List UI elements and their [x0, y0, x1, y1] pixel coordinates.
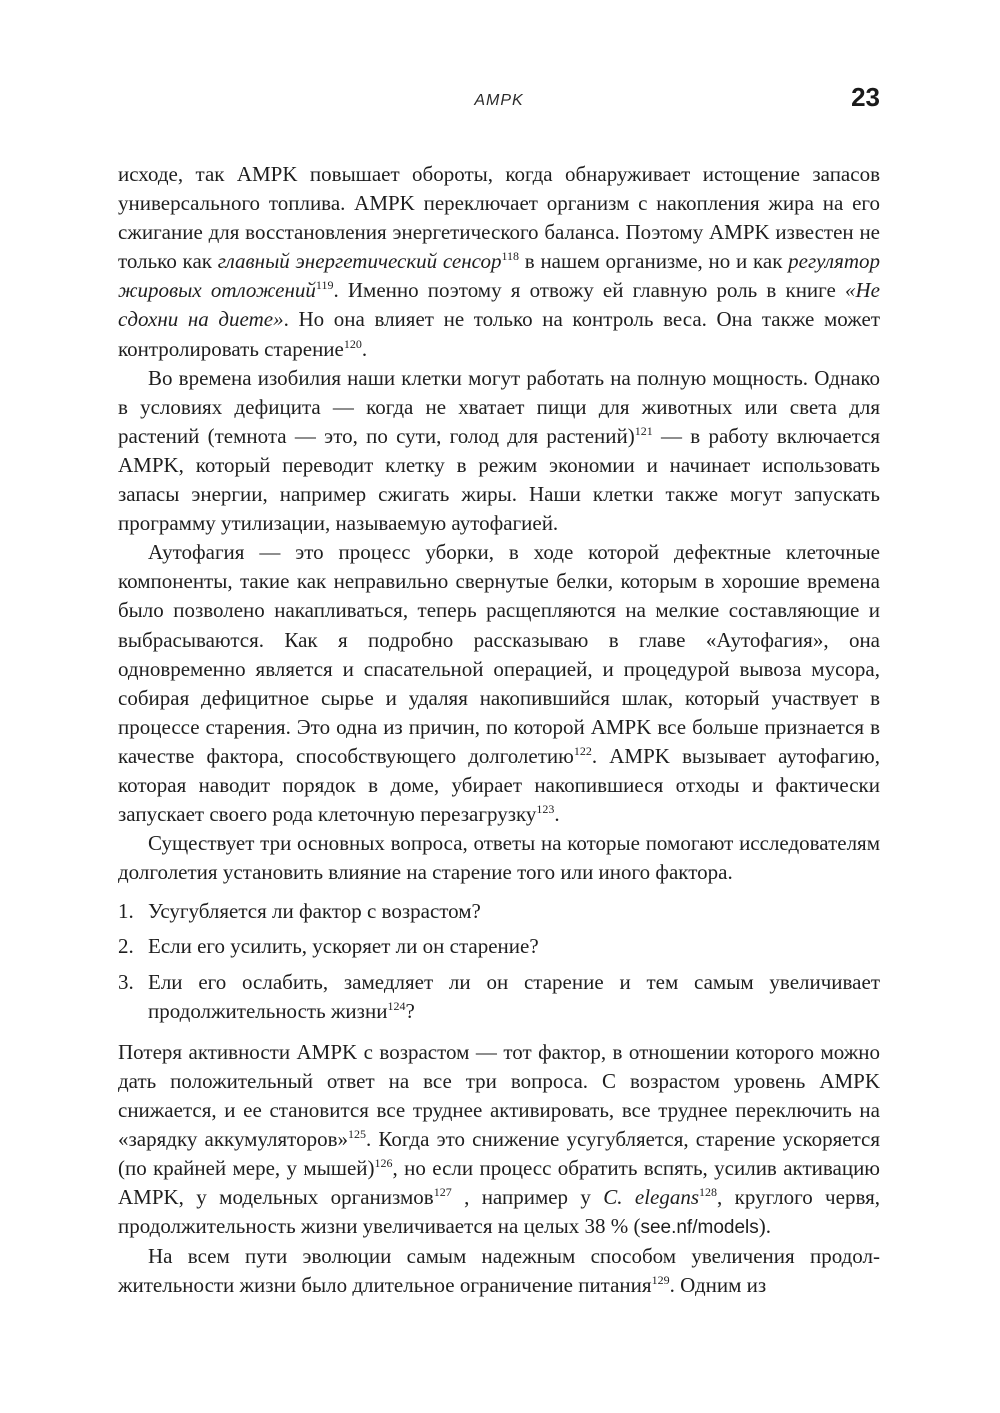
text-run: . Именно поэтому я отвожу ей главную роль в книге — [333, 278, 845, 303]
text-run: , например у — [451, 1185, 604, 1210]
paragraph — [118, 1038, 880, 1243]
text-run: . — [554, 802, 560, 827]
footnote-ref[interactable]: 122 — [573, 743, 592, 758]
list-number: 1. — [118, 899, 134, 924]
text-run: ). — [758, 1214, 771, 1239]
list-item-text: Если его усилить, ускоряет ли он старение? — [148, 934, 539, 959]
emphasis: регулятор жировых отложений — [118, 249, 880, 303]
paragraph — [118, 1242, 880, 1300]
paragraph — [118, 829, 880, 887]
text-run: , круглого червя, продолжительность жизни увеличивается на целых 38 % ( — [118, 1185, 880, 1239]
list-item — [118, 932, 880, 961]
list-item-text: Ели его ослабить, замедляет ли он старение и тем самым увеличивает продолжительность жизни — [148, 969, 880, 1023]
text-run: — в работу включается AMPK, который переводит клетку в режим экономии и начинает использовать запасы энергии, например сжигать жиры. Наши клетки также могут запускать программу утилизации, называемую аутофагией. — [118, 423, 880, 536]
paragraph — [118, 364, 880, 539]
list-number: 2. — [118, 934, 134, 959]
text-run: На всем пути эволюции самым надежным способом увеличения продолжительности жизни было длительное ограничение питания — [118, 1244, 880, 1298]
emphasis: «Не сдохни на диете» — [118, 278, 880, 332]
footnote-ref[interactable]: 123 — [536, 802, 555, 817]
page-header — [118, 82, 880, 122]
questions-list — [118, 897, 880, 1025]
list-number: 3. — [118, 969, 134, 994]
text-run: . Одним из — [669, 1273, 767, 1298]
footnote-ref[interactable]: 121 — [634, 423, 653, 438]
emphasis: C. elegans — [603, 1185, 700, 1210]
emphasis: главный энергетический сенсор — [217, 249, 502, 274]
list-item — [118, 968, 880, 1026]
footnote-ref[interactable]: 124 — [387, 998, 406, 1013]
text-run: Существует три основных вопроса, ответы на которые помогают исследователям долголетия установить влияние на старение того или иного фактора. — [118, 831, 880, 885]
footnote-ref[interactable]: 128 — [699, 1185, 718, 1200]
text-run: . — [361, 336, 368, 361]
footnote-ref[interactable]: 120 — [343, 336, 362, 351]
text-run: Потеря активности AMPK с возрастом — тот фактор, в отношении которого можно дать положительный ответ на все три вопроса. С возрастом уровень AMPK снижается, и ее становится все труднее активировать, все труднее переключить на «зарядку аккумуляторов» — [118, 1039, 880, 1151]
text-run: в нашем организме, но и как — [519, 249, 789, 274]
footnote-ref[interactable]: 129 — [651, 1273, 670, 1288]
text-run: . Но она влияет не только на контроль веса. Она также может контролировать старение — [118, 307, 880, 361]
paragraph — [118, 538, 880, 829]
text-run: . AMPK вызывает аутофагию, которая наводит порядок в доме, убирает накопившиеся отходы и фактически запускает своего рода клеточную перезагрузку — [118, 743, 880, 827]
page-number: 23 — [851, 82, 880, 112]
footnote-ref[interactable]: 127 — [433, 1185, 452, 1200]
footnote-ref[interactable]: 119 — [315, 278, 334, 293]
list-item — [118, 897, 880, 926]
text-run: Во времена изобилия наши клетки могут работать на полную мощность. Однако в условиях дефицита — когда не хватает пищи для животных или света для растений (темнота — это, по сути, голод для растений) — [118, 365, 880, 448]
body-text — [118, 160, 880, 1301]
short-link[interactable]: see.nf/models — [640, 1217, 759, 1239]
text-run: , но если процесс обратить вспять, усилив активацию AMPK, у модельных организмов — [118, 1156, 880, 1210]
text-run: Аутофагия — это процесс уборки, в ходе которой дефектные клеточные компоненты, такие как неправильно свернутые белки, которым в хорошие времена было позволено накапливаться, теперь расщепляются на мелкие составляющие и выбрасываются. Как я подробно рассказываю в главе «Аутофагия», она одновременно является и спасательной операцией, и процедурой вывоза мусора, собирая дефицитное сырье и удаляя накопившийся шлак, который участвует в процессе старения. Это одна из причин, по которой AMPK все больше признается в качестве фактора, способствующего долголетию — [118, 540, 880, 768]
text-run: исходе, так AMPK повышает обороты, когда обнаруживает истощение запасов универсального топлива. AMPK переключает организм с накопления жира на его сжигание для восстановления энергетического баланса. Поэтому AMPK известен не только как — [118, 162, 880, 274]
paragraph — [118, 160, 880, 364]
footnote-ref[interactable]: 118 — [501, 249, 520, 264]
list-item-text: Усугубляется ли фактор с возрастом? — [148, 899, 481, 924]
list-item-tail: ? — [405, 998, 415, 1023]
running-title: AMPK — [474, 92, 524, 109]
footnote-ref[interactable]: 125 — [348, 1127, 366, 1141]
footnote-ref[interactable]: 126 — [374, 1156, 393, 1171]
text-run: . Когда это снижение усугубляется, старение ускоряется (по крайней мере, у мышей) — [118, 1127, 880, 1181]
